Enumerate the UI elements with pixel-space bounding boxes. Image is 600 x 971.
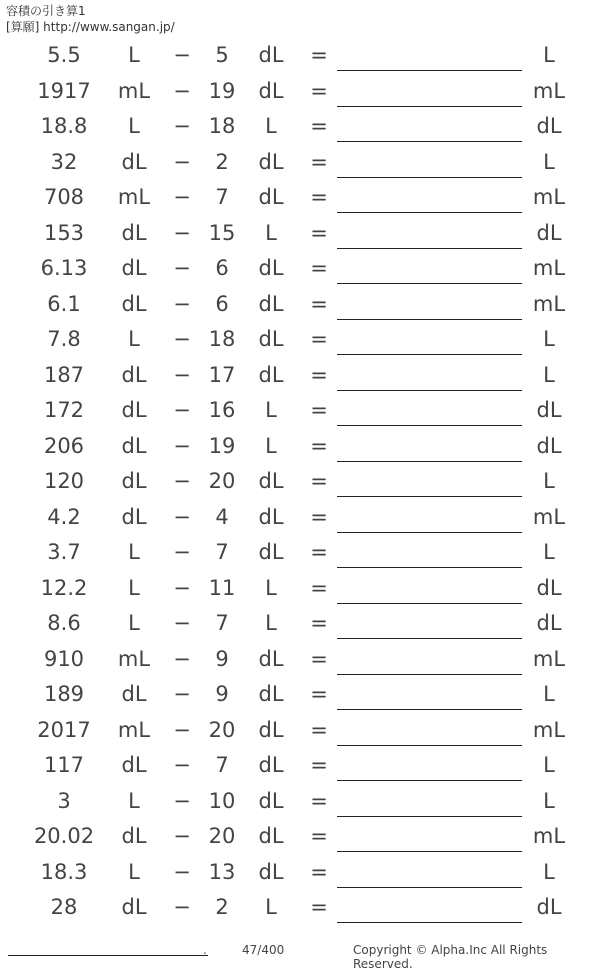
equals-sign: = bbox=[310, 469, 328, 493]
subtrahend-unit: dL bbox=[258, 291, 284, 316]
problem-row bbox=[0, 428, 600, 464]
subtrahend-unit: dL bbox=[258, 185, 284, 209]
minus-sign: − bbox=[173, 646, 191, 671]
answer-line[interactable] bbox=[337, 745, 522, 746]
problem-row bbox=[0, 215, 600, 251]
minuend: 189 bbox=[43, 682, 85, 706]
answer-line[interactable] bbox=[337, 248, 522, 249]
subtrahend-unit: dL bbox=[258, 824, 284, 848]
subtrahend-unit: dL bbox=[258, 646, 284, 671]
minus-sign: − bbox=[173, 575, 191, 600]
answer-line[interactable] bbox=[337, 851, 522, 852]
minuend-unit: dL bbox=[121, 504, 147, 529]
minus-sign: − bbox=[173, 149, 191, 174]
minus-sign: − bbox=[173, 256, 191, 280]
footer bbox=[0, 940, 600, 971]
page-number: 47/400 bbox=[242, 943, 285, 957]
problem-row bbox=[0, 463, 600, 499]
minuend-unit: dL bbox=[121, 256, 147, 280]
minuend: 3.7 bbox=[47, 540, 81, 564]
subtrahend: 6 bbox=[215, 291, 229, 316]
minuend-unit: dL bbox=[121, 149, 147, 174]
equals-sign: = bbox=[310, 682, 328, 706]
equals-sign: = bbox=[310, 859, 328, 884]
subtrahend: 7 bbox=[215, 753, 229, 777]
subtrahend: 9 bbox=[215, 646, 229, 671]
minus-sign: − bbox=[173, 611, 191, 635]
answer-unit: L bbox=[543, 149, 555, 174]
minus-sign: − bbox=[173, 327, 191, 351]
answer-unit: dL bbox=[536, 611, 562, 635]
subtrahend: 5 bbox=[215, 43, 229, 67]
answer-unit: mL bbox=[532, 717, 566, 742]
problem-row bbox=[0, 286, 600, 322]
subtrahend-unit: L bbox=[265, 433, 277, 458]
subtrahend-unit: dL bbox=[258, 469, 284, 493]
minus-sign: − bbox=[173, 895, 191, 919]
subtrahend-unit: L bbox=[265, 220, 277, 245]
answer-line[interactable] bbox=[337, 354, 522, 355]
subtrahend: 10 bbox=[208, 788, 236, 813]
problem-row bbox=[0, 854, 600, 890]
minuend: 32 bbox=[50, 149, 78, 174]
subtrahend-unit: dL bbox=[258, 788, 284, 813]
subtrahend: 7 bbox=[215, 185, 229, 209]
subtrahend: 19 bbox=[208, 78, 236, 103]
answer-line[interactable] bbox=[337, 70, 522, 71]
minus-sign: − bbox=[173, 291, 191, 316]
subtrahend: 7 bbox=[215, 540, 229, 564]
minuend-unit: dL bbox=[121, 469, 147, 493]
subtrahend-unit: dL bbox=[258, 504, 284, 529]
subtrahend-unit: dL bbox=[258, 78, 284, 103]
minus-sign: − bbox=[173, 717, 191, 742]
equals-sign: = bbox=[310, 220, 328, 245]
problem-row bbox=[0, 73, 600, 109]
problem-row bbox=[0, 570, 600, 606]
minuend-unit: dL bbox=[121, 824, 147, 848]
problem-row bbox=[0, 783, 600, 819]
minuend-unit: mL bbox=[117, 78, 151, 103]
problem-row bbox=[0, 392, 600, 428]
minuend: 18.8 bbox=[40, 114, 88, 138]
minuend: 12.2 bbox=[40, 575, 88, 600]
equals-sign: = bbox=[310, 114, 328, 138]
problem-row bbox=[0, 108, 600, 144]
minus-sign: − bbox=[173, 362, 191, 387]
answer-line[interactable] bbox=[337, 887, 522, 888]
equals-sign: = bbox=[310, 788, 328, 813]
subtrahend-unit: dL bbox=[258, 43, 284, 67]
answer-line[interactable] bbox=[337, 496, 522, 497]
subtrahend: 18 bbox=[208, 327, 236, 351]
answer-unit: dL bbox=[536, 895, 562, 919]
minus-sign: − bbox=[173, 788, 191, 813]
problem-row bbox=[0, 499, 600, 535]
subtrahend: 20 bbox=[208, 824, 236, 848]
equals-sign: = bbox=[310, 540, 328, 564]
minuend-unit: dL bbox=[121, 682, 147, 706]
equals-sign: = bbox=[310, 717, 328, 742]
answer-line[interactable] bbox=[337, 603, 522, 604]
minuend: 4.2 bbox=[47, 504, 81, 529]
problem-row bbox=[0, 641, 600, 677]
minuend-unit: dL bbox=[121, 398, 147, 422]
answer-unit: L bbox=[543, 753, 555, 777]
answer-line[interactable] bbox=[337, 319, 522, 320]
problem-list bbox=[0, 37, 600, 925]
minuend: 153 bbox=[43, 220, 85, 245]
minuend-unit: dL bbox=[121, 291, 147, 316]
problem-row bbox=[0, 818, 600, 854]
equals-sign: = bbox=[310, 753, 328, 777]
equals-sign: = bbox=[310, 149, 328, 174]
subtrahend-unit: dL bbox=[258, 149, 284, 174]
subtrahend-unit: dL bbox=[258, 256, 284, 280]
answer-unit: mL bbox=[532, 291, 566, 316]
problem-row bbox=[0, 179, 600, 215]
answer-line[interactable] bbox=[337, 141, 522, 142]
answer-unit: dL bbox=[536, 575, 562, 600]
minuend-unit: L bbox=[128, 859, 140, 884]
subtrahend: 16 bbox=[208, 398, 236, 422]
answer-unit: mL bbox=[532, 504, 566, 529]
equals-sign: = bbox=[310, 824, 328, 848]
minus-sign: − bbox=[173, 114, 191, 138]
minus-sign: − bbox=[173, 753, 191, 777]
subtrahend: 4 bbox=[215, 504, 229, 529]
answer-unit: mL bbox=[532, 824, 566, 848]
minuend-unit: L bbox=[128, 540, 140, 564]
problem-row bbox=[0, 357, 600, 393]
subtrahend-unit: dL bbox=[258, 859, 284, 884]
answer-unit: mL bbox=[532, 78, 566, 103]
subtrahend: 2 bbox=[215, 895, 229, 919]
subtrahend: 18 bbox=[208, 114, 236, 138]
equals-sign: = bbox=[310, 575, 328, 600]
subtrahend-unit: L bbox=[265, 611, 277, 635]
answer-unit: mL bbox=[532, 256, 566, 280]
problem-row bbox=[0, 712, 600, 748]
equals-sign: = bbox=[310, 43, 328, 67]
subtrahend-unit: dL bbox=[258, 753, 284, 777]
minuend-unit: L bbox=[128, 43, 140, 67]
equals-sign: = bbox=[310, 646, 328, 671]
minus-sign: − bbox=[173, 78, 191, 103]
minuend: 6.1 bbox=[47, 291, 81, 316]
problem-row bbox=[0, 37, 600, 73]
minuend: 910 bbox=[43, 646, 85, 671]
problem-row bbox=[0, 321, 600, 357]
subtrahend-unit: L bbox=[265, 398, 277, 422]
answer-line[interactable] bbox=[337, 106, 522, 107]
subtrahend: 15 bbox=[208, 220, 236, 245]
equals-sign: = bbox=[310, 362, 328, 387]
subtrahend-unit: L bbox=[265, 895, 277, 919]
problem-row bbox=[0, 605, 600, 641]
minuend: 708 bbox=[43, 185, 85, 209]
minus-sign: − bbox=[173, 43, 191, 67]
minuend-unit: mL bbox=[117, 185, 151, 209]
minus-sign: − bbox=[173, 504, 191, 529]
answer-line[interactable] bbox=[337, 425, 522, 426]
equals-sign: = bbox=[310, 78, 328, 103]
equals-sign: = bbox=[310, 291, 328, 316]
subtrahend: 19 bbox=[208, 433, 236, 458]
minus-sign: − bbox=[173, 398, 191, 422]
answer-line[interactable] bbox=[337, 816, 522, 817]
minuend: 2017 bbox=[37, 717, 91, 742]
minuend: 8.6 bbox=[47, 611, 81, 635]
subtrahend: 20 bbox=[208, 717, 236, 742]
minuend-unit: dL bbox=[121, 895, 147, 919]
minuend-unit: mL bbox=[117, 717, 151, 742]
minuend-unit: mL bbox=[117, 646, 151, 671]
equals-sign: = bbox=[310, 433, 328, 458]
subtrahend-unit: dL bbox=[258, 362, 284, 387]
answer-line[interactable] bbox=[337, 283, 522, 284]
subtrahend: 7 bbox=[215, 611, 229, 635]
answer-unit: L bbox=[543, 362, 555, 387]
subtrahend: 17 bbox=[208, 362, 236, 387]
minuend: 206 bbox=[43, 433, 85, 458]
minuend-unit: dL bbox=[121, 753, 147, 777]
minuend-unit: L bbox=[128, 327, 140, 351]
problem-row bbox=[0, 144, 600, 180]
subtrahend-unit: L bbox=[265, 575, 277, 600]
minuend-unit: L bbox=[128, 114, 140, 138]
problem-row bbox=[0, 250, 600, 286]
minuend: 172 bbox=[43, 398, 85, 422]
answer-line[interactable] bbox=[337, 461, 522, 462]
subtrahend: 2 bbox=[215, 149, 229, 174]
answer-line[interactable] bbox=[337, 709, 522, 710]
minuend-unit: L bbox=[128, 611, 140, 635]
problem-row bbox=[0, 676, 600, 712]
minuend-unit: L bbox=[128, 788, 140, 813]
minuend: 7.8 bbox=[47, 327, 81, 351]
subtrahend-unit: dL bbox=[258, 682, 284, 706]
minus-sign: − bbox=[173, 469, 191, 493]
answer-line[interactable] bbox=[337, 177, 522, 178]
equals-sign: = bbox=[310, 327, 328, 351]
answer-unit: dL bbox=[536, 220, 562, 245]
source-url: [算願] http://www.sangan.jp/ bbox=[6, 20, 175, 34]
subtrahend: 20 bbox=[208, 469, 236, 493]
minuend: 120 bbox=[43, 469, 85, 493]
equals-sign: = bbox=[310, 611, 328, 635]
subtrahend: 9 bbox=[215, 682, 229, 706]
minus-sign: − bbox=[173, 682, 191, 706]
minuend: 18.3 bbox=[40, 859, 88, 884]
subtrahend-unit: dL bbox=[258, 327, 284, 351]
name-line bbox=[8, 955, 208, 956]
answer-line[interactable] bbox=[337, 567, 522, 568]
minuend-unit: dL bbox=[121, 220, 147, 245]
answer-line[interactable] bbox=[337, 532, 522, 533]
answer-unit: L bbox=[543, 540, 555, 564]
answer-line[interactable] bbox=[337, 212, 522, 213]
answer-line[interactable] bbox=[337, 390, 522, 391]
minus-sign: − bbox=[173, 220, 191, 245]
minus-sign: − bbox=[173, 185, 191, 209]
minuend: 28 bbox=[50, 895, 78, 919]
problem-row bbox=[0, 534, 600, 570]
equals-sign: = bbox=[310, 185, 328, 209]
minuend-unit: dL bbox=[121, 433, 147, 458]
answer-line[interactable] bbox=[337, 674, 522, 675]
minuend-unit: dL bbox=[121, 362, 147, 387]
worksheet-title: 容積の引き算1 bbox=[6, 4, 86, 18]
answer-unit: L bbox=[543, 469, 555, 493]
answer-unit: dL bbox=[536, 433, 562, 458]
subtrahend: 13 bbox=[208, 859, 236, 884]
minuend-unit: L bbox=[128, 575, 140, 600]
problem-row bbox=[0, 889, 600, 925]
minuend: 187 bbox=[43, 362, 85, 387]
answer-line[interactable] bbox=[337, 638, 522, 639]
worksheet-header bbox=[6, 3, 175, 35]
minuend: 5.5 bbox=[47, 43, 81, 67]
answer-unit: L bbox=[543, 788, 555, 813]
answer-unit: dL bbox=[536, 398, 562, 422]
equals-sign: = bbox=[310, 504, 328, 529]
minuend: 117 bbox=[43, 753, 85, 777]
answer-unit: L bbox=[543, 327, 555, 351]
answer-unit: L bbox=[543, 43, 555, 67]
footer-dot: . bbox=[203, 943, 207, 957]
answer-unit: dL bbox=[536, 114, 562, 138]
answer-line[interactable] bbox=[337, 922, 522, 923]
subtrahend-unit: L bbox=[265, 114, 277, 138]
answer-unit: mL bbox=[532, 646, 566, 671]
subtrahend: 6 bbox=[215, 256, 229, 280]
equals-sign: = bbox=[310, 398, 328, 422]
equals-sign: = bbox=[310, 895, 328, 919]
answer-unit: L bbox=[543, 859, 555, 884]
answer-unit: L bbox=[543, 682, 555, 706]
minuend: 1917 bbox=[37, 78, 91, 103]
subtrahend-unit: dL bbox=[258, 717, 284, 742]
answer-unit: mL bbox=[532, 185, 566, 209]
equals-sign: = bbox=[310, 256, 328, 280]
minus-sign: − bbox=[173, 433, 191, 458]
answer-line[interactable] bbox=[337, 780, 522, 781]
minus-sign: − bbox=[173, 824, 191, 848]
minuend: 6.13 bbox=[40, 256, 88, 280]
problem-row bbox=[0, 747, 600, 783]
minuend: 20.02 bbox=[33, 824, 95, 848]
minuend: 3 bbox=[57, 788, 71, 813]
copyright: Copyright © Alpha.Inc All Rights Reserved. bbox=[353, 943, 548, 971]
subtrahend-unit: dL bbox=[258, 540, 284, 564]
subtrahend: 11 bbox=[208, 575, 236, 600]
minus-sign: − bbox=[173, 540, 191, 564]
minus-sign: − bbox=[173, 859, 191, 884]
